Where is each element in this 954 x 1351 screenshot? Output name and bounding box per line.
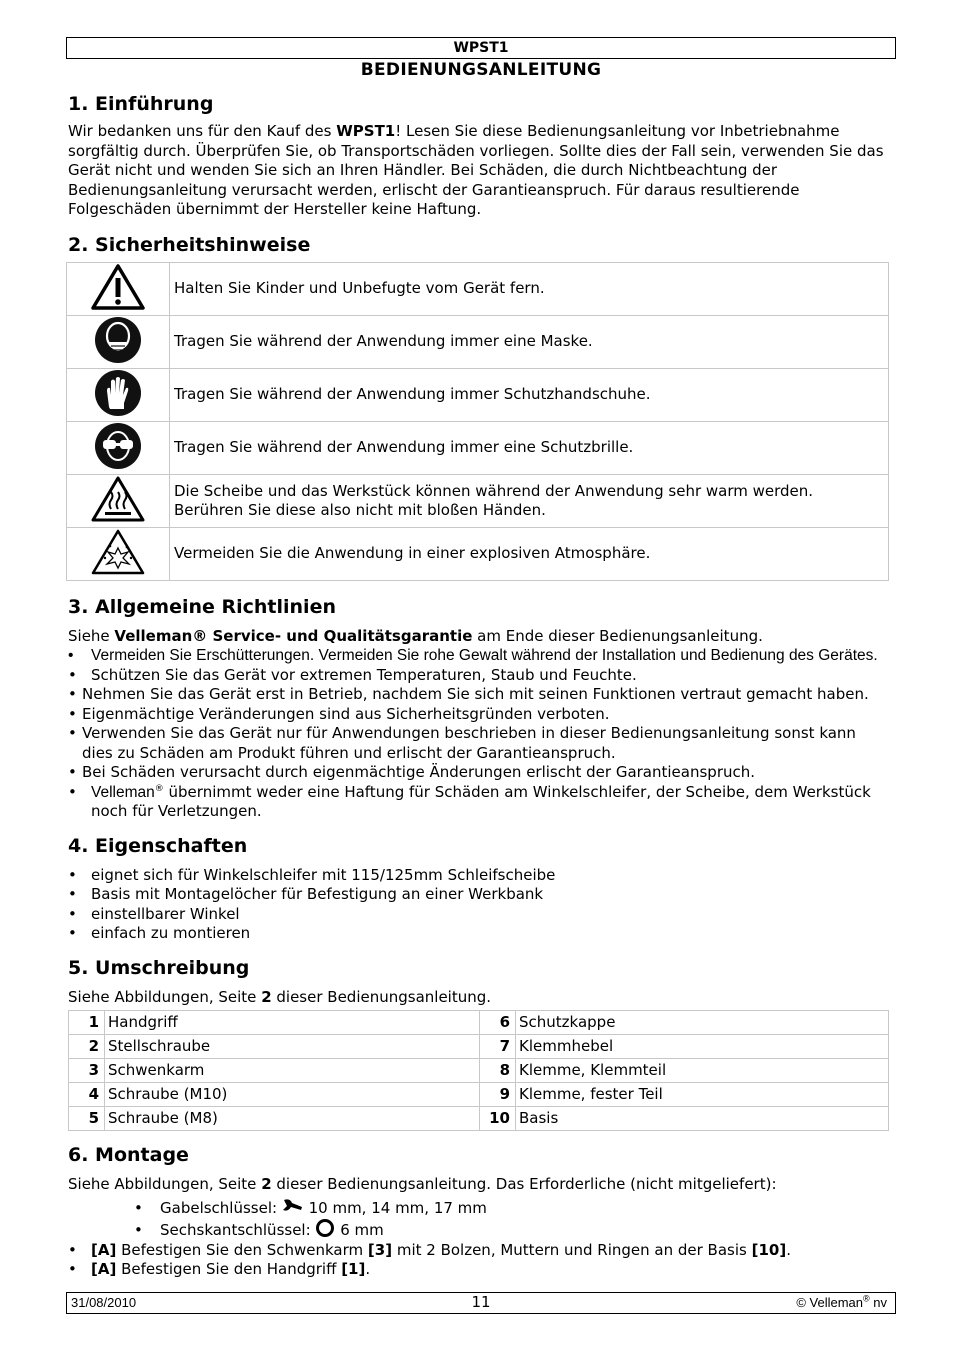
list-item: • Sechskantschlüssel: 6 mm — [134, 1220, 384, 1239]
list-item: • eignet sich für Winkelschleifer mit 115/125mm Schleifscheibe — [68, 865, 556, 884]
list-item: • einfach zu montieren — [68, 924, 251, 942]
guidelines-intro: Siehe Velleman® Service- und Qualitätsgarantie am Ende dieser Bedienungsanleitung. — [68, 626, 763, 645]
assembly-steps — [68, 1241, 890, 1280]
list-item: • [A] Befestigen Sie den Schwenkarm [3] mit 2 Bolzen, Muttern und Ringen an der Basis [10]. — [68, 1240, 791, 1259]
content — [68, 92, 890, 1292]
list-item: • Eigenmächtige Veränderungen sind aus Sicherheitsgründen verboten. — [68, 704, 610, 723]
list-item: • Basis mit Montagelöcher für Befestigung an einer Werkbank — [68, 885, 544, 903]
table-row — [67, 368, 889, 421]
list-item: • Bei Schäden verursacht durch eigenmächtige Änderungen erlischt der Garantieanspruch. — [68, 763, 756, 781]
footer-date: 31/08/2010 — [71, 1295, 137, 1310]
list-item: • [A] Befestigen Sie den Handgriff [1]. — [68, 1260, 371, 1278]
table-row — [67, 421, 889, 474]
table-row: 2 Stellschraube 7 Klemmhebel — [69, 1035, 889, 1059]
table-row — [67, 527, 889, 580]
table-row: 5 Schraube (M8) 10 Basis — [69, 1107, 889, 1131]
safety-text: Tragen Sie während der Anwendung immer Schutzhandschuhe. — [170, 368, 889, 421]
open-end-wrench-icon — [282, 1198, 304, 1214]
table-row — [67, 315, 889, 368]
tools-list — [68, 1197, 890, 1241]
guidelines-list — [68, 646, 890, 822]
list-item: • Verwenden Sie das Gerät nur für Anwendungen beschrieben in dieser Bedienungsanleitung sonst kann dies zu Schäden am Produkt führen und erlischt der Garantieanspruch. — [68, 724, 856, 762]
table-row: 4 Schraube (M10) 9 Klemme, fester Teil — [69, 1083, 889, 1107]
section-description — [68, 956, 890, 1132]
safety-text: Halten Sie Kinder und Unbefugte vom Gerät fern. — [170, 262, 889, 315]
description-intro: Siehe Abbildungen, Seite 2 dieser Bedienungsanleitung. — [68, 987, 492, 1006]
list-item: • Schützen Sie das Gerät vor extremen Temperaturen, Staub und Feuchte. — [68, 665, 637, 684]
safety-text: Die Scheibe und das Werkstück können während der Anwendung sehr warm werden. Berühren Sie diese also nicht mit bloßen Händen. — [170, 474, 889, 527]
section-features — [68, 834, 890, 944]
warning-triangle-icon — [91, 263, 145, 311]
safety-text: Tragen Sie während der Anwendung immer eine Schutzbrille. — [170, 421, 889, 474]
list-item: • Gabelschlüssel: 10 mm, 14 mm, 17 mm — [134, 1198, 487, 1217]
section-safety — [68, 233, 890, 581]
header-model: WPST1 — [66, 37, 896, 59]
section-assembly — [68, 1143, 890, 1280]
list-item: • einstellbarer Winkel — [68, 904, 240, 923]
section-heading: 4. Eigenschaften — [68, 834, 248, 857]
assembly-intro: Siehe Abbildungen, Seite 2 dieser Bedienungsanleitung. Das Erforderliche (nicht mitgeliefert): — [68, 1175, 777, 1193]
section-heading: 3. Allgemeine Richtlinien — [68, 595, 336, 618]
table-row — [67, 474, 889, 527]
safety-table — [66, 262, 889, 581]
intro-paragraph: Wir bedanken uns für den Kauf des WPST1! Lesen Sie diese Bedienungsanleitung vor Inbetriebnahme sorgfältig durch. Überprüfen Sie, ob Transportschäden vorliegen. Sollte dies der Fall sein, verwenden Sie das Gerät nicht und wenden Sie sich an Ihren Händler. Bei Schäden, die durch Nichtbeachtung der Bedienungsanleitung verursacht werden, erlischt der Garantieanspruch. Für daraus resultierende Folgeschäden übernimmt der Hersteller keine Haftung. — [68, 122, 884, 218]
section-guidelines — [68, 595, 890, 822]
safety-text: Tragen Sie während der Anwendung immer eine Maske. — [170, 315, 889, 368]
table-row — [67, 262, 889, 315]
section-introduction — [68, 92, 890, 220]
page-footer — [66, 1292, 896, 1314]
features-list — [68, 866, 890, 944]
page-number: 11 — [471, 1293, 491, 1311]
parts-table — [68, 1010, 889, 1131]
list-item: • Nehmen Sie das Gerät erst in Betrieb, nachdem Sie sich mit seinen Funktionen vertraut gemacht haben. — [68, 685, 869, 703]
footer-copyright: © Velleman® nv — [796, 1293, 887, 1310]
safety-text: Vermeiden Sie die Anwendung in einer explosiven Atmosphäre. — [170, 527, 889, 580]
table-row: 3 Schwenkarm 8 Klemme, Klemmteil — [69, 1059, 889, 1083]
section-heading: 2. Sicherheitshinweise — [68, 233, 311, 256]
list-item: • Velleman® übernimmt weder eine Haftung für Schäden am Winkelschleifer, der Scheibe, dem Werkstück noch für Verletzungen. — [68, 782, 871, 820]
section-heading: 1. Einführung — [68, 93, 214, 115]
list-item: • Vermeiden Sie Erschütterungen. Vermeiden Sie rohe Gewalt während der Installation und Bedienung des Gerätes. — [68, 647, 878, 664]
gloves-icon — [94, 369, 142, 417]
document-title: BEDIENUNGSANLEITUNG — [360, 60, 602, 80]
table-row: 1 Handgriff 6 Schutzkappe — [69, 1011, 889, 1035]
mask-icon — [94, 316, 142, 364]
section-heading: 5. Umschreibung — [68, 956, 250, 979]
hex-key-icon — [315, 1219, 335, 1237]
goggles-icon — [94, 422, 142, 470]
explosive-icon — [91, 528, 145, 576]
section-heading: 6. Montage — [68, 1144, 189, 1166]
hot-surface-icon — [91, 475, 145, 523]
